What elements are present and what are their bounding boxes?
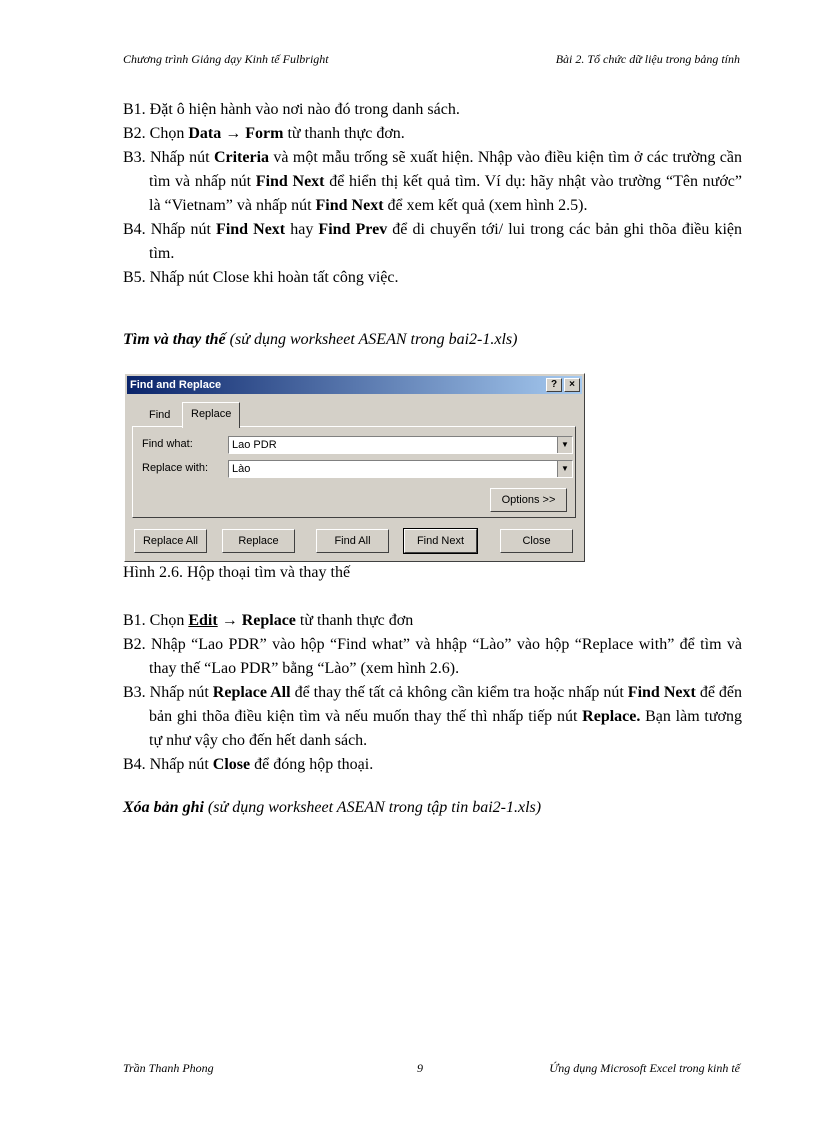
step-b2: B2. Chọn Data → Form từ thanh thực đơn. [123, 125, 405, 142]
footer-left: Trần Thanh Phong [123, 1061, 214, 1075]
header-right: Bài 2. Tổ chức dữ liệu trong bảng tính [555, 52, 740, 66]
tab-replace[interactable]: Replace [182, 402, 240, 428]
dialog-title: Find and Replace [130, 379, 222, 391]
step2-b3: B3. Nhấp nút Replace All để thay thế tất cả không cần kiểm tra hoặc nhấp nút Find Next để đến bản ghi thõa điều kiện tìm và nếu muốn thay thế thì nhấp tiếp nút Replace. Bạn làm tương tự như vậy cho đến hết danh sách. [123, 684, 743, 749]
step-b5: B5. Nhấp nút Close khi hoàn tất công việc. [123, 269, 399, 286]
steps-block-2 [123, 609, 742, 777]
replace-panel [132, 426, 576, 518]
close-icon[interactable]: × [564, 378, 580, 392]
find-all-button[interactable]: Find All [316, 529, 389, 553]
find-replace-dialog [124, 373, 585, 562]
figure-caption: Hình 2.6. Hộp thoại tìm và thay thế [123, 564, 351, 581]
step2-b2: B2. Nhập “Lao PDR” vào hộp “Find what” và hhập “Lào” vào hộp “Replace with” để tìm và thay thế “Lao PDR” bằng “Lào” (xem hình 2.6). [123, 636, 742, 677]
step2-b1: B1. Chọn Edit → Replace từ thanh thực đơn [123, 612, 414, 629]
tab-find[interactable]: Find [149, 409, 171, 421]
section-title-delete-record: Xóa bản ghi (sử dụng worksheet ASEAN trong tập tin bai2-1.xls) [123, 799, 542, 816]
replace-all-button[interactable]: Replace All [134, 529, 207, 553]
step2-b4: B4. Nhấp nút Close để đóng hộp thoại. [123, 756, 374, 773]
page-number: 9 [417, 1061, 423, 1075]
find-what-label: Find what: [142, 438, 193, 450]
step-b1: B1. Đặt ô hiện hành vào nơi nào đó trong danh sách. [123, 101, 460, 118]
help-icon[interactable]: ? [546, 378, 562, 392]
chevron-down-icon[interactable]: ▼ [557, 437, 572, 453]
steps-block-1 [123, 98, 742, 290]
step-b4: B4. Nhấp nút Find Next hay Find Prev để di chuyển tới/ lui trong các bản ghi thõa điều kiện tìm. [123, 221, 742, 262]
footer-right: Ứng dụng Microsoft Excel trong kinh tế [549, 1061, 740, 1075]
step-b3: B3. Nhấp nút Criteria và một mẫu trống sẽ xuất hiện. Nhập vào điều kiện tìm ở các trường cần tìm và nhấp nút Find Next để hiển thị kết quả tìm. Ví dụ: hãy nhật vào trường “Tên nước” là “Vietnam” và nhấp nút Find Next để xem kết quả (xem hình 2.5). [123, 149, 742, 214]
replace-button[interactable]: Replace [222, 529, 295, 553]
header-left: Chương trình Giảng dạy Kinh tế Fulbright [123, 52, 329, 66]
dialog-titlebar [127, 376, 582, 394]
section-title-find-replace: Tìm và thay thế (sử dụng worksheet ASEAN trong bai2-1.xls) [123, 331, 518, 348]
replace-with-input[interactable]: Lào ▼ [228, 460, 573, 478]
find-next-button[interactable]: Find Next [404, 529, 477, 553]
options-button[interactable]: Options >> [490, 488, 567, 512]
chevron-down-icon[interactable]: ▼ [557, 461, 572, 477]
replace-with-label: Replace with: [142, 462, 209, 474]
find-what-input[interactable]: Lao PDR ▼ [228, 436, 573, 454]
close-button[interactable]: Close [500, 529, 573, 553]
